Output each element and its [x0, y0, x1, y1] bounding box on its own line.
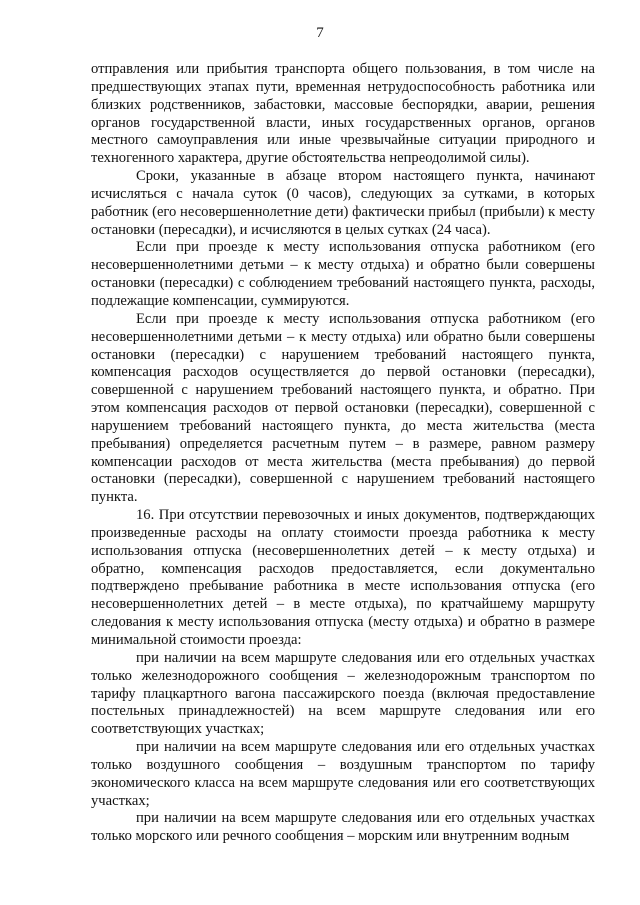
paragraph-water: при наличии на всем маршруте следования или его отдельных участках только морского или речного сообщения – морским или внутренним водным: [91, 810, 595, 845]
paragraph-stops-compliant: Если при проезде к месту использования отпуска работником (его несовершеннолетними детьми – к месту отдыха) и обратно были совершены остановки (пересадки) с соблюдением требований настоящего пункта, расходы, подлежащие компенсации, суммируются.: [91, 239, 595, 309]
paragraph-continuation: отправления или прибытия транспорта общего пользования, в том числе на предшествующих этапах пути, временная нетрудоспособность работника или близких родственников, забастовки, массовые беспорядки, аварии, решения органов государственной власти, иных государственных органов, органов местного самоуправления или иные чрезвычайные ситуации природного и техногенного характера, другие обстоятельства непреодолимой силы).: [91, 61, 595, 167]
page-number: 7: [316, 25, 324, 41]
paragraph-terms: Сроки, указанные в абзаце втором настоящего пункта, начинают исчисляться с начала суток (0 часов), следующих за сутками, в которых работник (его несовершеннолетние дети) фактически прибыл (прибыли) к месту остановки (пересадки), и исчисляются в целых сутках (24 часа).: [91, 168, 595, 238]
document-body: [91, 61, 595, 846]
paragraph-stops-violation: Если при проезде к месту использования отпуска работником (его несовершеннолетними детьми – к месту отдыха) или обратно были совершены остановки (пересадки) с нарушением требований настоящего пункта, компенсация расходов осуществляется до первой остановки (пересадки), совершенной с нарушением требований настоящего пункта, и обратно. При этом компенсация расходов от первой остановки (пересадки), совершенной с нарушением требований настоящего пункта, до места жительства (места пребывания) определяется расчетным путем – в размере, равном размеру компенсации расходов от места жительства (места пребывания) до первой остановки (пересадки), совершенной с нарушением требований настоящего пункта.: [91, 310, 595, 506]
paragraph-railway: при наличии на всем маршруте следования или его отдельных участках только железнодорожного сообщения – железнодорожным транспортом по тарифу плацкартного вагона пассажирского поезда (включая предоставление постельных принадлежностей) на всем маршруте следования или его соответствующих участках;: [91, 649, 595, 738]
paragraph-clause-16: 16. При отсутствии перевозочных и иных документов, подтверждающих произведенные расходы на оплату стоимости проезда работника к месту использования отпуска (несовершеннолетних детей – к месту отдыха) и обратно, компенсация расходов предоставляется, если документально подтверждено пребывание работника в месте использования отпуска (его несовершеннолетних детей – в месте отдыха), по кратчайшему маршруту следования к месту использования отпуска (месту отдыха) и обратно в размере минимальной стоимости проезда:: [91, 507, 595, 648]
paragraph-air: при наличии на всем маршруте следования или его отдельных участках только воздушного сообщения – воздушным транспортом по тарифу экономического класса на всем маршруте следования или его соответствующих участках;: [91, 739, 595, 809]
